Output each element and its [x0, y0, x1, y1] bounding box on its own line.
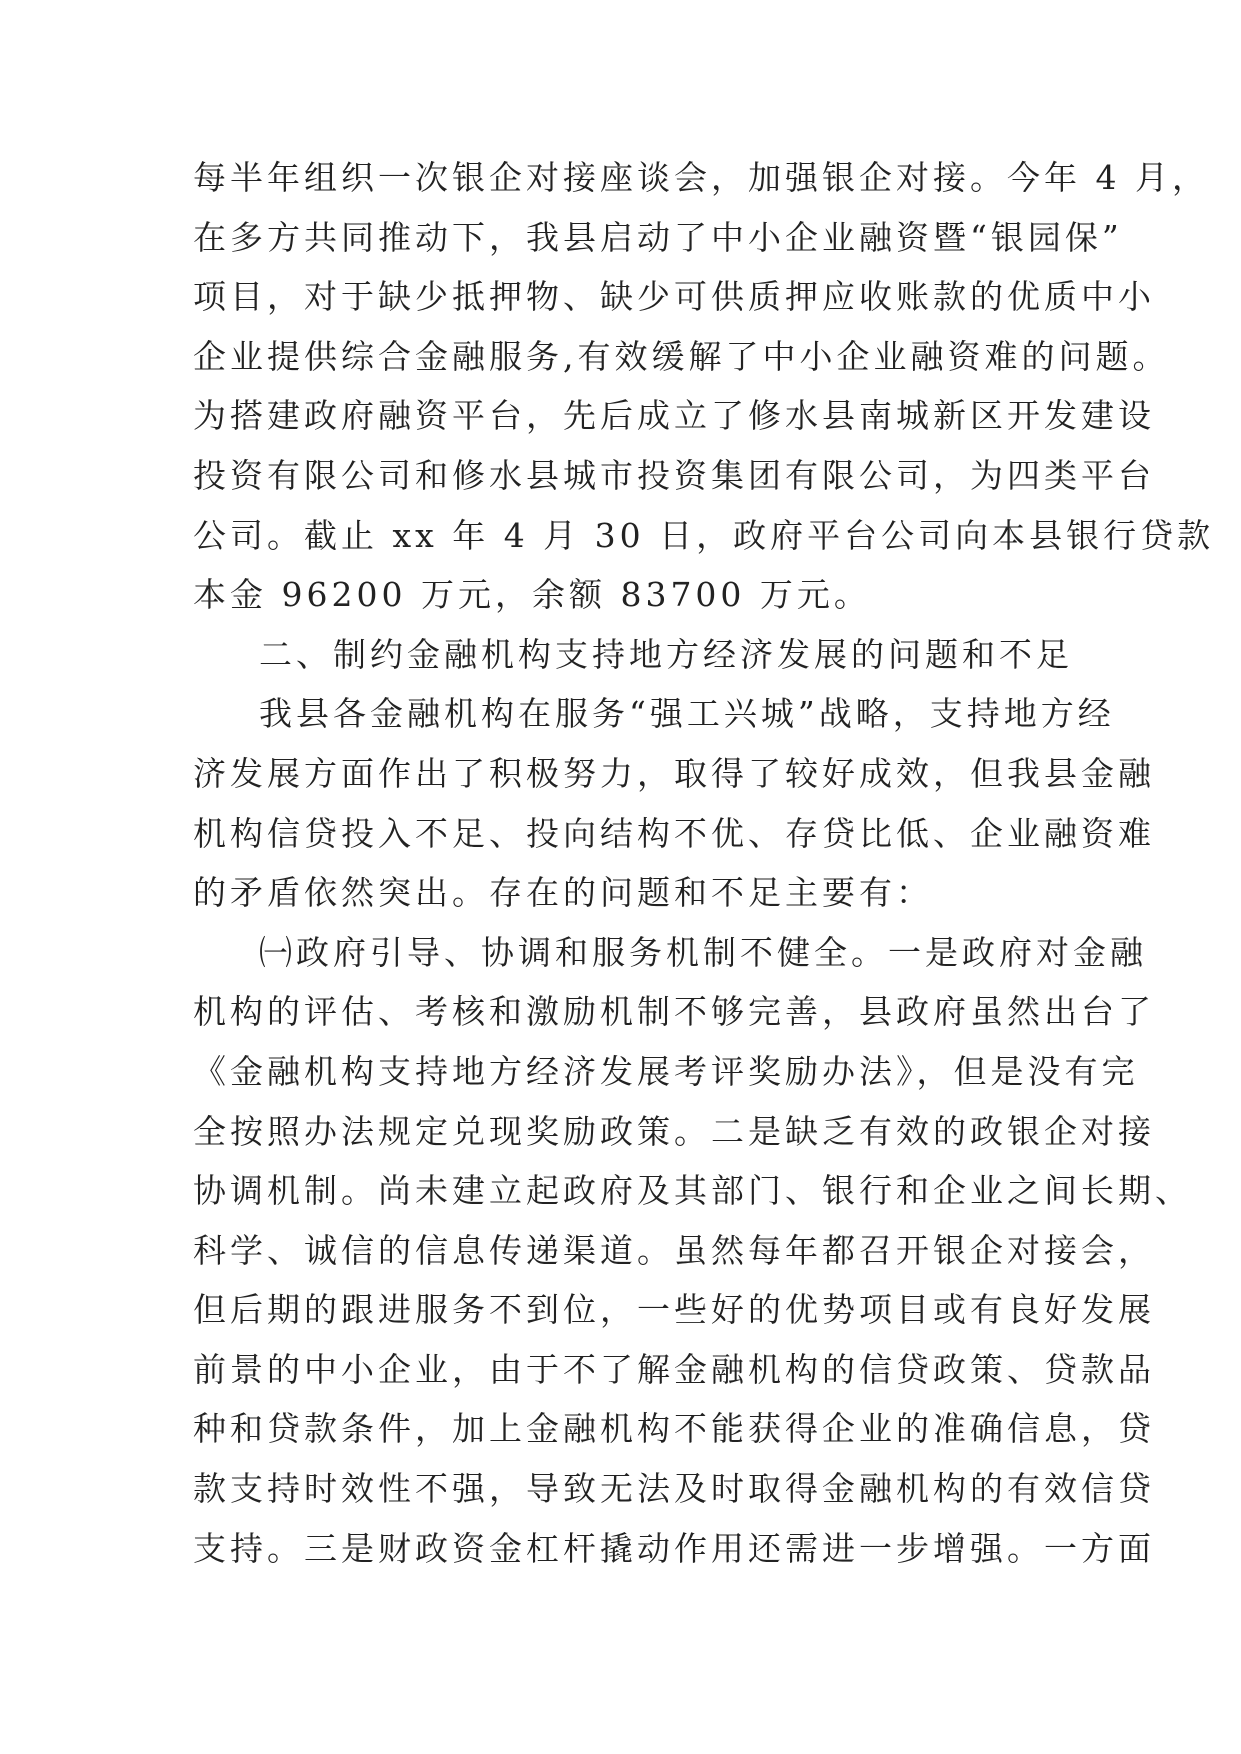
text-line: 每半年组织一次银企对接座谈会，加强银企对接。今年 4 月， [193, 158, 1209, 197]
text-line: 济发展方面作出了积极努力，取得了较好成效，但我县金融 [193, 753, 1155, 793]
text-line: 我县各金融机构在服务“强工兴城”战略，支持地方经 [259, 694, 1115, 734]
paragraph-government-guidance [193, 923, 1192, 1579]
text-line: 机构信贷投入不足、投向结构不优、存贷比低、企业融资难 [193, 813, 1155, 853]
text-line: ㈠政府引导、协调和服务机制不健全。一是政府对金融 [259, 932, 1147, 972]
text-line: 支持。三是财政资金杠杆撬动作用还需进一步增强。一方面 [193, 1528, 1155, 1568]
text-line: 项目，对于缺少抵押物、缺少可供质押应收账款的优质中小 [193, 277, 1155, 317]
text-line: 但后期的跟进服务不到位，一些好的优势项目或有良好发展 [193, 1290, 1155, 1330]
section-heading: 二、制约金融机构支持地方经济发展的问题和不足 [259, 634, 1073, 674]
text-line: 企业提供综合金融服务,有效缓解了中小企业融资难的问题。 [193, 336, 1170, 376]
text-line: 投资有限公司和修水县城市投资集团有限公司，为四类平台 [193, 455, 1155, 495]
paragraph-problems-intro [193, 684, 1155, 922]
text-line: 公司。截止 xx 年 4 月 30 日，政府平台公司向本县银行贷款 [193, 515, 1215, 555]
text-line: 本金 96200 万元，余额 83700 万元。 [193, 575, 871, 615]
text-line: 协调机制。尚未建立起政府及其部门、银行和企业之间长期、 [193, 1171, 1192, 1211]
text-line: 的矛盾依然突出。存在的问题和不足主要有： [193, 873, 933, 913]
text-line: 款支持时效性不强，导致无法及时取得金融机构的有效信贷 [193, 1469, 1155, 1509]
text-line: 在多方共同推动下，我县启动了中小企业融资暨“银园保” [193, 217, 1123, 257]
text-line: 种和贷款条件，加上金融机构不能获得企业的准确信息，贷 [193, 1409, 1155, 1449]
text-line: 科学、诚信的信息传递渠道。虽然每年都召开银企对接会， [193, 1230, 1155, 1270]
text-line: 全按照办法规定兑现奖励政策。二是缺乏有效的政银企对接 [193, 1111, 1155, 1151]
document-body [193, 148, 1215, 1578]
text-line: 《金融机构支持地方经济发展考评奖励办法》，但是没有完 [193, 1051, 1139, 1091]
text-line: 机构的评估、考核和激励机制不够完善，县政府虽然出台了 [193, 992, 1155, 1032]
paragraph-financing-platform [193, 148, 1215, 625]
text-line: 前景的中小企业，由于不了解金融机构的信贷政策、贷款品 [193, 1349, 1155, 1389]
text-line: 为搭建政府融资平台，先后成立了修水县南城新区开发建设 [193, 396, 1155, 436]
